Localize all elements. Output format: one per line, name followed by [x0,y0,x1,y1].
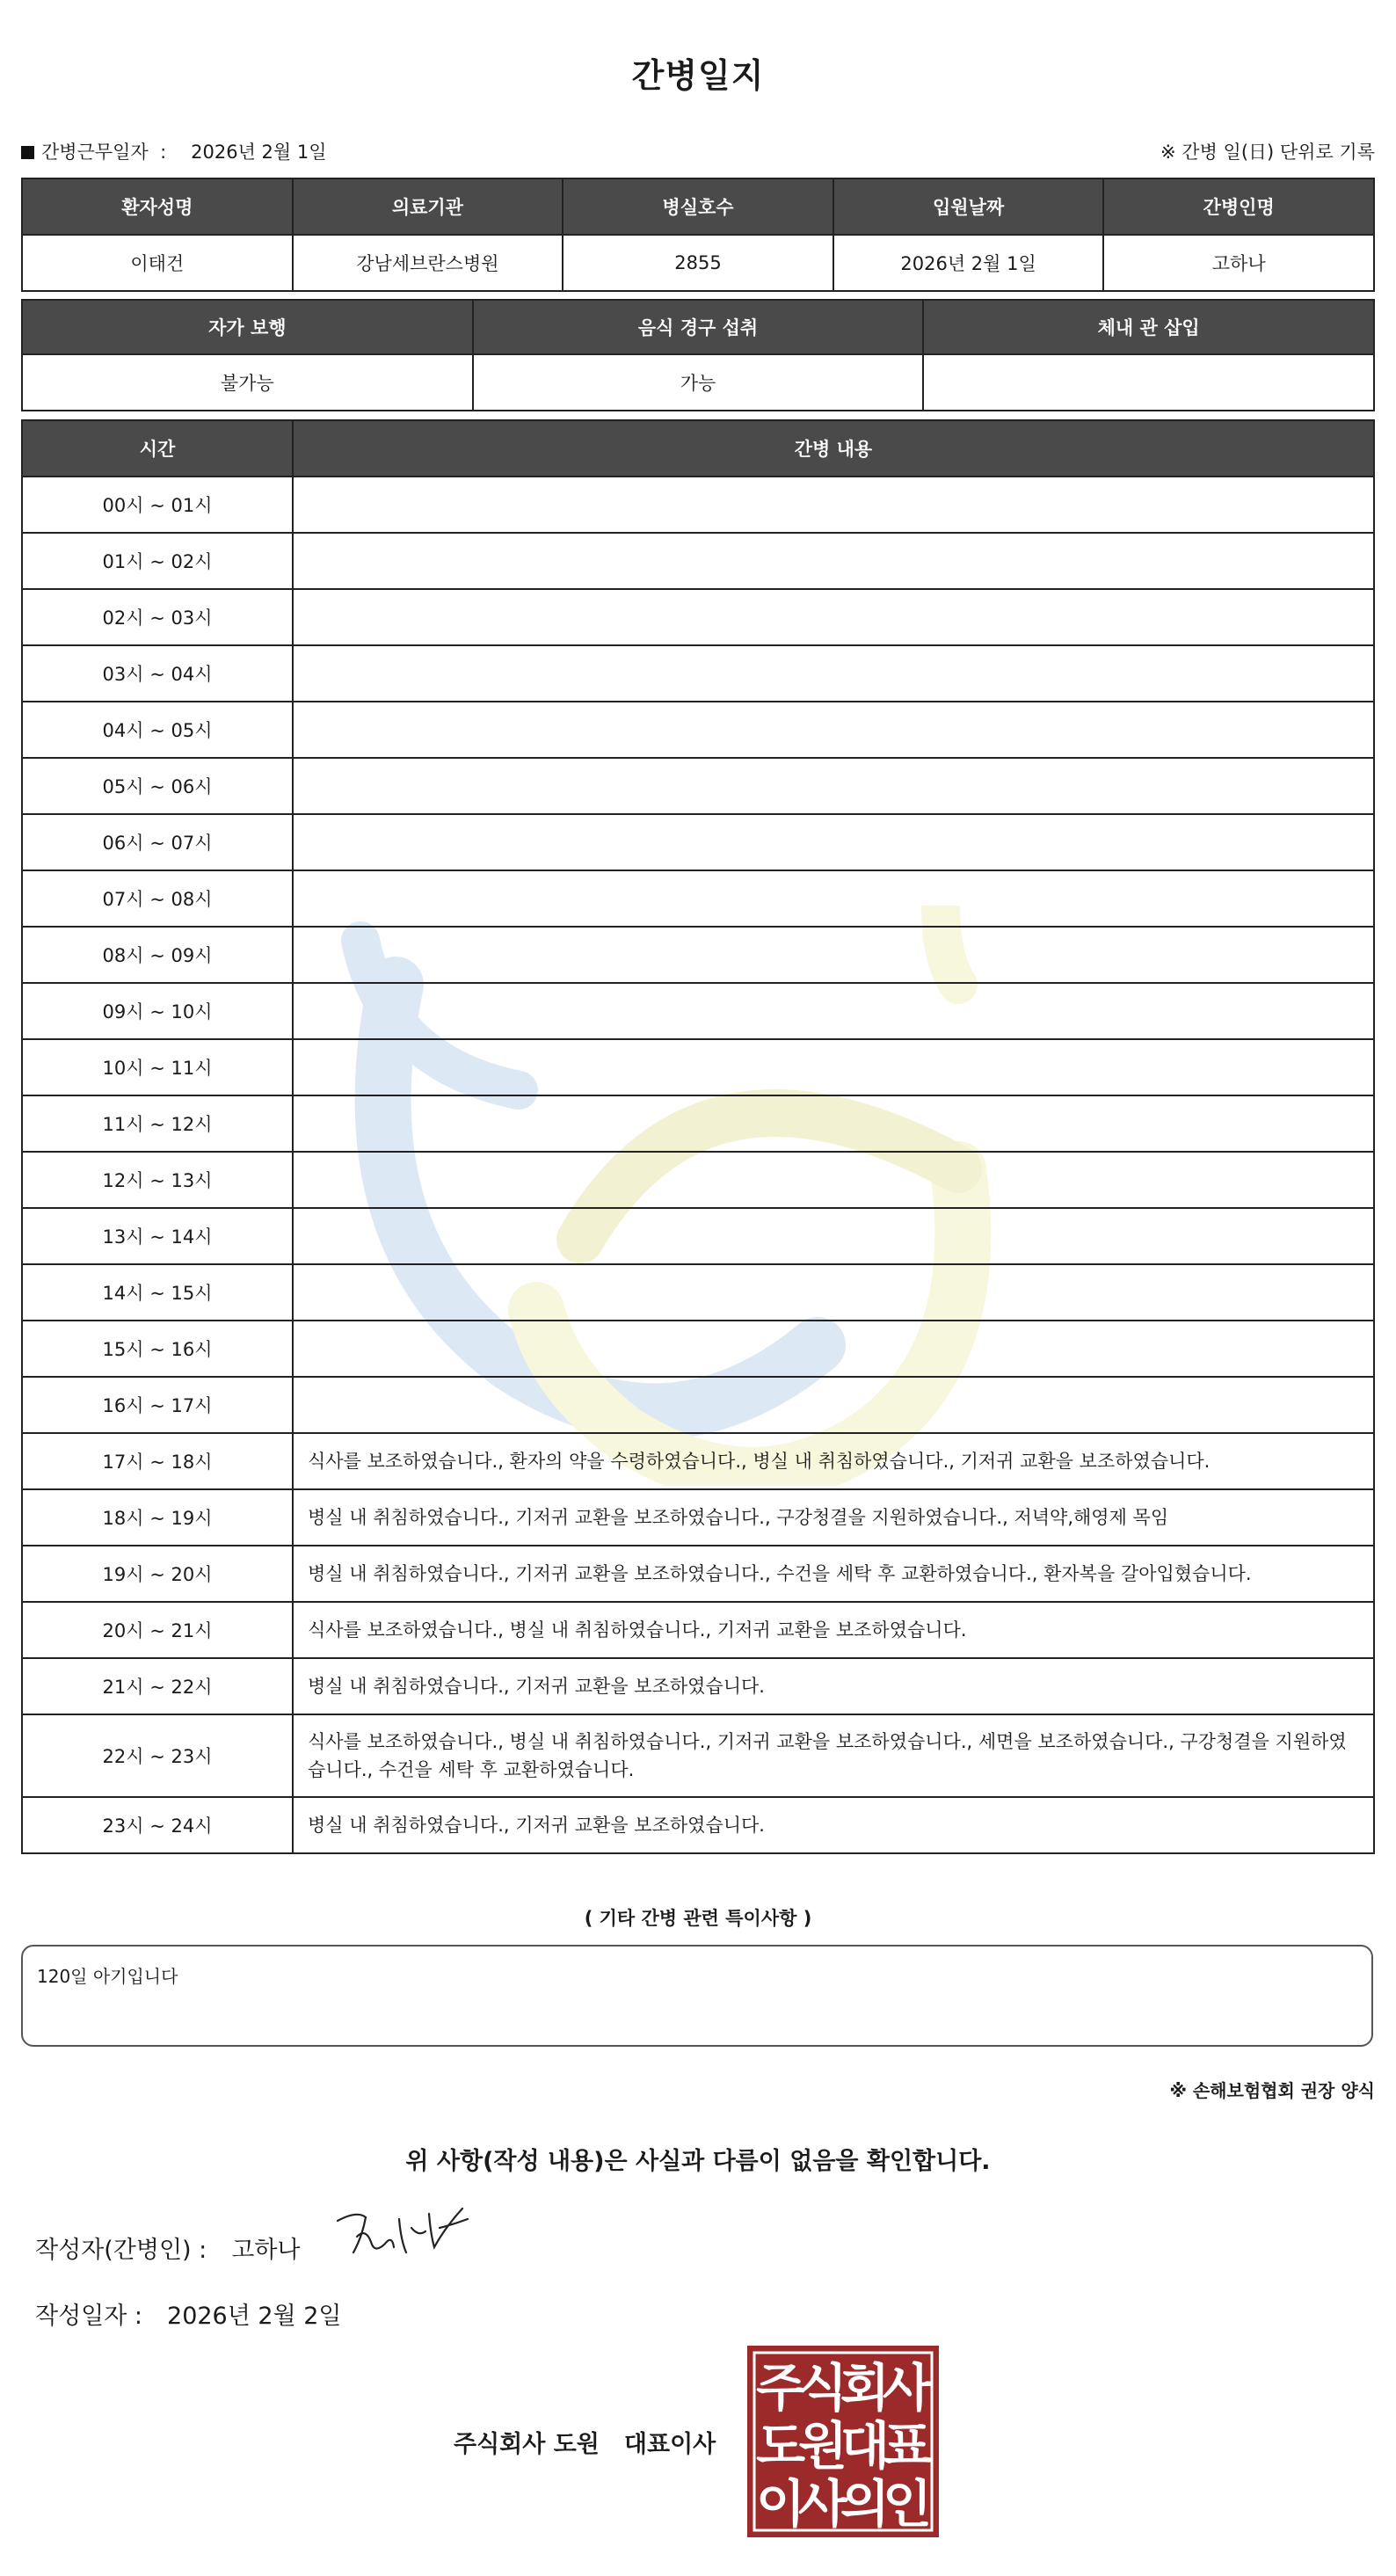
header-room-number: 병실호수 [563,178,833,235]
company-line [454,2425,716,2459]
svg-text:회: 회 [840,2358,891,2418]
log-content [293,1321,1374,1377]
log-row [22,1546,1374,1602]
log-row [22,533,1374,589]
svg-text:사: 사 [882,2358,933,2418]
log-row [22,1489,1374,1546]
log-content [293,1208,1374,1264]
log-time: 18시 ~ 19시 [22,1489,293,1546]
log-time: 09시 ~ 10시 [22,983,293,1039]
caregiver-name: 고하나 [1103,235,1374,291]
log-time: 21시 ~ 22시 [22,1658,293,1714]
log-row [22,1264,1374,1321]
log-time: 23시 ~ 24시 [22,1797,293,1853]
recommended-form-note: ※ 손해보험협회 권장 양식 [1169,2080,1375,2101]
log-content [293,702,1374,758]
special-notes-box [21,1945,1373,2047]
log-time: 02시 ~ 03시 [22,589,293,645]
header-hospital: 의료기관 [293,178,563,235]
header-admission-date: 입원날짜 [833,178,1104,235]
log-row [22,814,1374,870]
log-row [22,1658,1374,1714]
page-title: 간병일지 [631,56,765,95]
log-time: 10시 ~ 11시 [22,1039,293,1095]
log-content: 병실 내 취침하였습니다., 기저귀 교환을 보조하였습니다., 구강청결을 지원하였습니다., 저녁약,해영제 목임 [293,1489,1374,1546]
log-row [22,1039,1374,1095]
log-row [22,589,1374,645]
care-date-value: 2026년 2월 1일 [191,142,327,163]
daily-record-note: ※ 간병 일(日) 단위로 기록 [1160,142,1375,163]
svg-text:이: 이 [755,2474,806,2534]
log-time: 12시 ~ 13시 [22,1152,293,1208]
log-time: 17시 ~ 18시 [22,1433,293,1489]
log-row [22,870,1374,927]
log-row [22,477,1374,533]
hospital-name: 강남세브란스병원 [293,235,563,291]
company-name: 주식회사 도원 [454,2431,600,2458]
tube-insertion-value [923,354,1374,411]
company-seal-stamp [744,2342,942,2541]
log-row [22,1321,1374,1377]
header-time: 시간 [22,420,293,477]
log-row [22,983,1374,1039]
log-content [293,1264,1374,1321]
square-bullet-icon [21,146,34,159]
patient-name: 이태건 [22,235,293,291]
log-content [293,758,1374,814]
log-row [22,927,1374,983]
care-date [21,138,327,164]
log-content [293,814,1374,870]
log-row [22,1208,1374,1264]
log-content [293,1377,1374,1433]
log-time: 08시 ~ 09시 [22,927,293,983]
oral-intake-value: 가능 [473,354,924,411]
patient-status-table [21,299,1375,411]
log-time: 00시 ~ 01시 [22,477,293,533]
svg-text:대: 대 [840,2416,891,2476]
svg-text:식: 식 [797,2358,848,2418]
self-walking-value: 불가능 [22,354,473,411]
log-content: 병실 내 취침하였습니다., 기저귀 교환을 보조하였습니다. [293,1658,1374,1714]
log-content: 식사를 보조하였습니다., 병실 내 취침하였습니다., 기저귀 교환을 보조하였습니다. [293,1602,1374,1658]
log-time: 15시 ~ 16시 [22,1321,293,1377]
header-tube-insertion: 체내 관 삽입 [923,300,1374,354]
writer-name: 고하나 [231,2237,301,2264]
header-care-content: 간병 내용 [293,420,1374,477]
log-time: 03시 ~ 04시 [22,645,293,702]
log-time: 13시 ~ 14시 [22,1208,293,1264]
log-content: 식사를 보조하였습니다., 환자의 약을 수령하였습니다., 병실 내 취침하였습니다., 기저귀 교환을 보조하였습니다. [293,1433,1374,1489]
svg-text:원: 원 [797,2416,848,2476]
log-time: 11시 ~ 12시 [22,1095,293,1152]
log-content: 식사를 보조하였습니다., 병실 내 취침하였습니다., 기저귀 교환을 보조하였습니다., 세면을 보조하였습니다., 구강청결을 지원하였습니다., 수건을 세탁 후 교환하였습니다. [293,1714,1374,1797]
log-content [293,477,1374,533]
log-time: 20시 ~ 21시 [22,1602,293,1658]
log-time: 14시 ~ 15시 [22,1264,293,1321]
care-log-table [21,419,1375,1854]
log-row [22,1714,1374,1797]
log-row [22,645,1374,702]
special-notes-text: 120일 아기입니다 [37,1966,178,1987]
svg-text:의: 의 [840,2474,891,2534]
log-content [293,533,1374,589]
log-content [293,645,1374,702]
log-row [22,1095,1374,1152]
log-time: 07시 ~ 08시 [22,870,293,927]
log-time: 05시 ~ 06시 [22,758,293,814]
header-caregiver-name: 간병인명 [1103,178,1374,235]
care-date-separator: : [160,142,167,163]
writer-label: 작성자(간병인) : [35,2237,207,2264]
log-row [22,1602,1374,1658]
care-date-label: 간병근무일자 [41,142,149,163]
log-time: 22시 ~ 23시 [22,1714,293,1797]
header-oral-intake: 음식 경구 섭취 [473,300,924,354]
svg-text:인: 인 [882,2474,933,2534]
write-date-label: 작성일자 : [35,2303,143,2330]
svg-text:주: 주 [755,2358,806,2418]
handwritten-signature [331,2201,480,2272]
special-notes-title: ( 기타 간병 관련 특이사항 ) [584,1908,812,1929]
header-self-walking: 자가 보행 [22,300,473,354]
log-time: 04시 ~ 05시 [22,702,293,758]
patient-info-table [21,178,1375,292]
log-content [293,1095,1374,1152]
write-date-line [35,2296,342,2331]
svg-text:도: 도 [755,2416,806,2476]
log-content: 병실 내 취침하였습니다., 기저귀 교환을 보조하였습니다., 수건을 세탁 후 교환하였습니다., 환자복을 갈아입혔습니다. [293,1546,1374,1602]
confirmation-statement: 위 사항(작성 내용)은 사실과 다름이 없음을 확인합니다. [405,2148,991,2175]
log-content [293,1039,1374,1095]
log-row [22,1433,1374,1489]
log-time: 01시 ~ 02시 [22,533,293,589]
company-rep: 대표이사 [623,2431,716,2458]
log-content [293,870,1374,927]
svg-text:표: 표 [882,2416,933,2476]
svg-text:사: 사 [797,2474,848,2534]
room-number: 2855 [563,235,833,291]
log-content [293,589,1374,645]
log-row [22,1152,1374,1208]
log-time: 06시 ~ 07시 [22,814,293,870]
log-content [293,1152,1374,1208]
log-time: 16시 ~ 17시 [22,1377,293,1433]
log-content [293,983,1374,1039]
log-time: 19시 ~ 20시 [22,1546,293,1602]
log-row [22,702,1374,758]
log-content: 병실 내 취침하였습니다., 기저귀 교환을 보조하였습니다. [293,1797,1374,1853]
admission-date: 2026년 2월 1일 [833,235,1104,291]
header-patient-name: 환자성명 [22,178,293,235]
log-row [22,758,1374,814]
log-row [22,1797,1374,1853]
log-row [22,1377,1374,1433]
writer-line [35,2230,301,2265]
write-date-value: 2026년 2월 2일 [167,2303,342,2330]
log-content [293,927,1374,983]
